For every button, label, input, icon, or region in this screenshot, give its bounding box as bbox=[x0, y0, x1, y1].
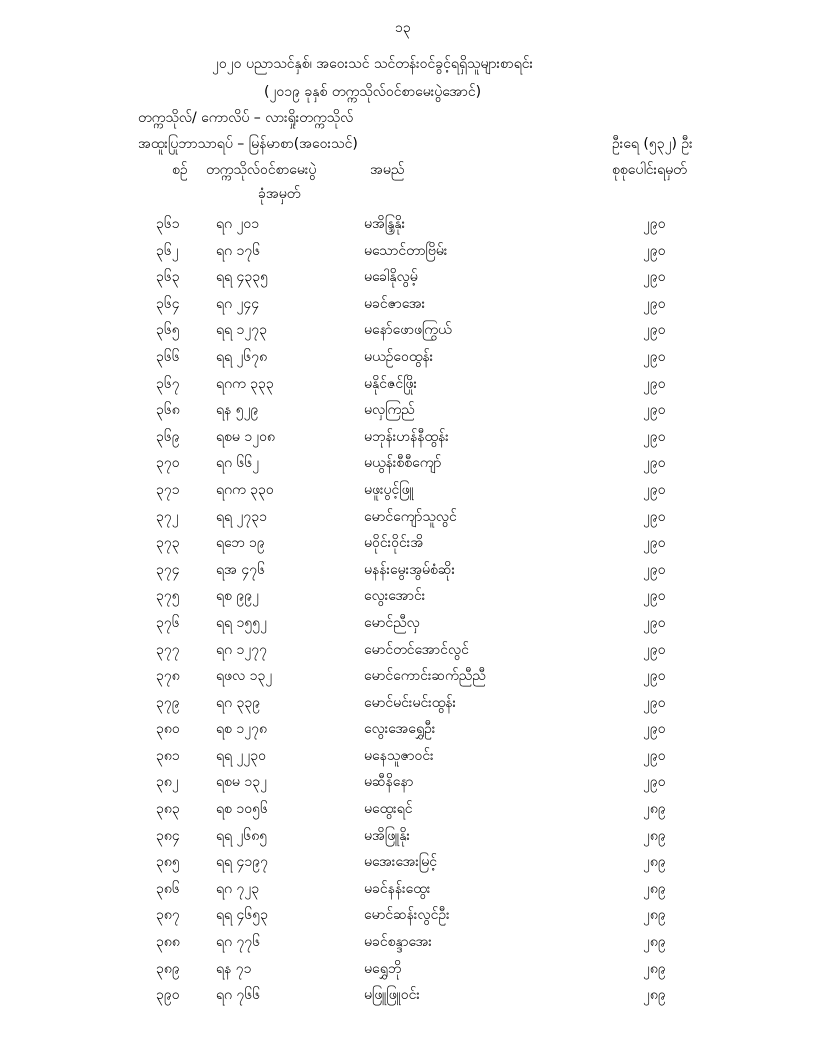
page-number: ၁၃ bbox=[395, 20, 411, 36]
total-mark: ၂၉၀ bbox=[643, 269, 666, 286]
student-name: မနိုင်ဇင်ဖြိုး bbox=[364, 375, 417, 392]
student-name: မထွေးရင် bbox=[364, 801, 413, 818]
row-number: ၃၆၁ bbox=[156, 216, 180, 232]
roll-number: ရဖလ ၁၃၂ bbox=[216, 668, 273, 685]
row-number: ၃၈၃ bbox=[156, 801, 180, 818]
row-number: ၃၆၄ bbox=[156, 295, 180, 312]
total-mark: ၂၉၀ bbox=[643, 774, 666, 791]
student-name: မနေသူဇာဝင်း bbox=[364, 747, 434, 764]
student-name: မယွန်းစီစီကျော် bbox=[364, 455, 442, 472]
total-mark: ၂၉၀ bbox=[643, 668, 666, 685]
roll-number: ရစ ၁၂၇၈ bbox=[216, 721, 267, 738]
table-row bbox=[0, 320, 816, 347]
total-mark: ၂၈၉ bbox=[643, 960, 666, 977]
roll-number: ရရ ၄၁၉၇ bbox=[216, 854, 269, 871]
student-name: မခင်နန်းထွေး bbox=[364, 880, 431, 897]
roll-number: ရဂ ၁၂၇၇ bbox=[216, 641, 267, 658]
title-line1: ၂၀၂၀ ပညာသင်နှစ်၊ အဝေးသင် သင်တန်းဝင်ခွင့်ရရှိသူများစာရင်း bbox=[212, 56, 534, 72]
row-number: ၃၆၃ bbox=[156, 269, 180, 286]
roll-number: ရဂ ၃၃၉ bbox=[216, 694, 261, 711]
student-name: မရွှေဘို bbox=[364, 960, 402, 977]
student-name: မောင်ကောင်းဆက်ညီညီ bbox=[364, 668, 486, 685]
row-number: ၃၆၇ bbox=[156, 375, 180, 392]
total-mark: ၂၉၀ bbox=[643, 721, 666, 738]
student-name: မဖြူဖြူဝင်း bbox=[364, 987, 420, 1004]
total-mark: ၂၉၀ bbox=[643, 614, 666, 631]
student-name: မအိန္ဒြနိုး bbox=[364, 216, 406, 232]
roll-number: ရန ၇၁ bbox=[216, 960, 252, 977]
table-row bbox=[0, 772, 816, 799]
student-name: မအေးအေးမြင့် bbox=[364, 854, 438, 871]
row-number: ၃၇၅ bbox=[156, 588, 180, 605]
student-name: မောင်ကျော်သူလွင် bbox=[364, 508, 457, 525]
table-row bbox=[0, 932, 816, 959]
table-row bbox=[0, 400, 816, 427]
table-row bbox=[0, 586, 816, 613]
row-number: ၃၈၈ bbox=[156, 934, 180, 951]
university-label: တက္ကသိုလ်/ ကောလိပ် – လားရှိုးတက္ကသိုလ် bbox=[138, 110, 354, 126]
total-mark: ၂၉၀ bbox=[643, 295, 666, 312]
roll-number: ရဂ ၁၇၆ bbox=[216, 242, 261, 259]
student-name: မောင်မင်းမင်းထွန်း bbox=[364, 694, 457, 711]
roll-number: ရရ ၁၅၅၂ bbox=[216, 614, 268, 631]
row-number: ၃၆၉ bbox=[156, 428, 180, 445]
table-row bbox=[0, 719, 816, 746]
student-name: မောင်ညီလှ bbox=[364, 614, 420, 631]
row-number: ၃၇၂ bbox=[156, 508, 179, 525]
total-mark: ၂၈၉ bbox=[643, 907, 666, 924]
row-number: ၃၇၉ bbox=[156, 694, 180, 711]
col-header-no: စဉ် bbox=[172, 162, 188, 178]
row-number: ၃၈၄ bbox=[156, 827, 180, 844]
table-row bbox=[0, 507, 816, 534]
total-mark: ၂၈၉ bbox=[643, 801, 666, 818]
total-mark: ၂၈၉ bbox=[643, 854, 666, 871]
table-row bbox=[0, 693, 816, 720]
student-name: မဖူးပွင့်ဖြူ bbox=[364, 481, 414, 498]
total-mark: ၂၉၀ bbox=[643, 747, 666, 764]
table-row bbox=[0, 959, 816, 986]
total-mark: ၂၈၉ bbox=[643, 987, 666, 1004]
student-name: လွေးအေရွှေဦး bbox=[364, 721, 436, 738]
row-number: ၃၇၈ bbox=[156, 668, 180, 685]
table-row bbox=[0, 480, 816, 507]
roll-number: ရရ ၁၂၇၃ bbox=[216, 322, 268, 339]
total-mark: ၂၉၀ bbox=[643, 402, 666, 419]
col-header-mark: စုစုပေါင်းရမှတ် bbox=[612, 162, 687, 178]
table-row bbox=[0, 560, 816, 587]
roll-number: ရဂ ၂၀၁ bbox=[216, 216, 260, 232]
total-mark: ၂၉၀ bbox=[643, 348, 666, 365]
row-number: ၃၈၇ bbox=[156, 907, 180, 924]
roll-number: ရစမ ၁၃၂ bbox=[216, 774, 267, 791]
roll-number: ရရ ၄၆၅၃ bbox=[216, 907, 269, 924]
total-mark: ၂၈၉ bbox=[643, 880, 666, 897]
student-name: မသောင်တာဗြိမ်း bbox=[364, 242, 448, 259]
results-table bbox=[0, 214, 816, 1012]
title-line2: (၂၀၁၉ ခုနှစ် တက္ကသိုလ်ဝင်စာမေးပွဲအောင်) bbox=[264, 84, 482, 100]
roll-number: ရစ ၉၉၂ bbox=[216, 588, 259, 605]
roll-number: ရစ ၁၀၅၆ bbox=[216, 801, 268, 818]
total-mark: ၂၉၀ bbox=[643, 216, 666, 232]
table-row bbox=[0, 879, 816, 906]
table-row bbox=[0, 852, 816, 879]
roll-number: ရစမ ၁၂၀၈ bbox=[216, 428, 275, 445]
roll-number: ရဂက ၃၃၃ bbox=[216, 375, 274, 392]
row-number: ၃၇၇ bbox=[156, 641, 180, 658]
student-name: မယဉ်ဝေထွန်း bbox=[364, 348, 434, 365]
total-mark: ၂၉၀ bbox=[643, 428, 666, 445]
student-name: မဆီနိနော bbox=[364, 774, 414, 791]
total-mark: ၂၉၀ bbox=[643, 588, 666, 605]
table-row bbox=[0, 241, 816, 268]
table-row bbox=[0, 374, 816, 401]
col-header-name: အမည် bbox=[370, 162, 405, 178]
row-number: ၃၈၆ bbox=[156, 880, 180, 897]
total-mark: ၂၉၀ bbox=[643, 535, 666, 552]
roll-number: ရန ၅၂၉ bbox=[216, 402, 259, 419]
student-name: မောင်ဆန်းလွင်ဦး bbox=[364, 907, 450, 924]
total-mark: ၂၉၀ bbox=[643, 322, 666, 339]
roll-number: ရဂ ၂၄၄ bbox=[216, 295, 260, 312]
row-number: ၃၉၀ bbox=[156, 987, 180, 1004]
roll-number: ရရ ၂၇၃၁ bbox=[216, 508, 268, 525]
roll-number: ရရ ၂၆၈၅ bbox=[216, 827, 268, 844]
row-number: ၃၆၆ bbox=[156, 348, 180, 365]
table-row bbox=[0, 294, 816, 321]
table-row bbox=[0, 746, 816, 773]
table-row bbox=[0, 905, 816, 932]
row-number: ၃၇၁ bbox=[156, 481, 180, 498]
row-number: ၃၇၃ bbox=[156, 535, 180, 552]
student-name: မခင်ဇာအေး bbox=[364, 295, 426, 312]
student-name: မလှကြည် bbox=[364, 402, 415, 419]
roll-number: ရဘေ ၁၉ bbox=[216, 535, 265, 552]
student-name: မနော်ဖောဖကြွယ် bbox=[364, 322, 452, 339]
col-header-roll: တက္ကသိုလ်ဝင်စာမေးပွဲ bbox=[206, 162, 317, 178]
table-row bbox=[0, 453, 816, 480]
table-row bbox=[0, 985, 816, 1012]
student-name: လွေးအောင်း bbox=[364, 588, 426, 605]
student-name: မခေါနိုလွမ့် bbox=[364, 269, 418, 286]
total-mark: ၂၈၉ bbox=[643, 827, 666, 844]
student-name: မဘုန်းဟန်နီထွန်း bbox=[364, 428, 449, 445]
roll-number: ရဂ ၇၆၆ bbox=[216, 987, 261, 1004]
total-mark: ၂၉၀ bbox=[643, 455, 666, 472]
total-mark: ၂၉၀ bbox=[643, 508, 666, 525]
table-row bbox=[0, 826, 816, 853]
roll-number: ရရ ၂၆၇၈ bbox=[216, 348, 268, 365]
roll-number: ရရ ၂၂၃၀ bbox=[216, 747, 267, 764]
table-row bbox=[0, 533, 816, 560]
table-row bbox=[0, 666, 816, 693]
table-row bbox=[0, 427, 816, 454]
row-number: ၃၈၀ bbox=[156, 721, 180, 738]
roll-number: ရဂ ၆၆၂ bbox=[216, 455, 260, 472]
student-name: မနန်းမွေးအွမ်စံဆိုး bbox=[364, 561, 456, 578]
table-row bbox=[0, 347, 816, 374]
total-mark: ၂၉၀ bbox=[643, 481, 666, 498]
roll-number: ရဂ ၇၇၆ bbox=[216, 934, 261, 951]
total-mark: ၂၉၀ bbox=[643, 561, 666, 578]
roll-number: ရရ ၄၃၃၅ bbox=[216, 269, 269, 286]
row-number: ၃၆၅ bbox=[156, 322, 180, 339]
total-mark: ၂၉၀ bbox=[643, 375, 666, 392]
table-row bbox=[0, 214, 816, 241]
table-row bbox=[0, 640, 816, 667]
row-number: ၃၆၈ bbox=[156, 402, 180, 419]
row-number: ၃၇၆ bbox=[156, 614, 180, 631]
row-number: ၃၈၁ bbox=[156, 747, 180, 764]
total-mark: ၂၉၀ bbox=[643, 242, 666, 259]
table-row bbox=[0, 267, 816, 294]
total-count: ဦးရေ (၅၃၂) ဦး bbox=[612, 136, 693, 152]
total-mark: ၂၈၉ bbox=[643, 934, 666, 951]
table-row bbox=[0, 613, 816, 640]
roll-number: ရအ ၄၇၆ bbox=[216, 561, 265, 578]
row-number: ၃၈၂ bbox=[156, 774, 179, 791]
table-row bbox=[0, 799, 816, 826]
row-number: ၃၇၄ bbox=[156, 561, 180, 578]
student-name: မောင်တင်အောင်လွင် bbox=[364, 641, 469, 658]
total-mark: ၂၉၀ bbox=[643, 641, 666, 658]
major-label: အထူးပြုဘာသာရပ် – မြန်မာစာ(အဝေးသင်) bbox=[138, 136, 358, 152]
col-header-roll-line2: ခုံအမှတ် bbox=[258, 186, 301, 202]
total-mark: ၂၉၀ bbox=[643, 694, 666, 711]
row-number: ၃၇၀ bbox=[156, 455, 180, 472]
student-name: မဝိုင်းဝိုင်းအိ bbox=[364, 535, 424, 552]
row-number: ၃၈၅ bbox=[156, 854, 180, 871]
roll-number: ရဂက ၃၃၀ bbox=[216, 481, 274, 498]
row-number: ၃၈၉ bbox=[156, 960, 180, 977]
student-name: မအိဖြူနိုး bbox=[364, 827, 411, 844]
row-number: ၃၆၂ bbox=[156, 242, 179, 259]
roll-number: ရဂ ၇၂၃ bbox=[216, 880, 260, 897]
student-name: မခင်စန္ဒာအေး bbox=[364, 934, 432, 951]
